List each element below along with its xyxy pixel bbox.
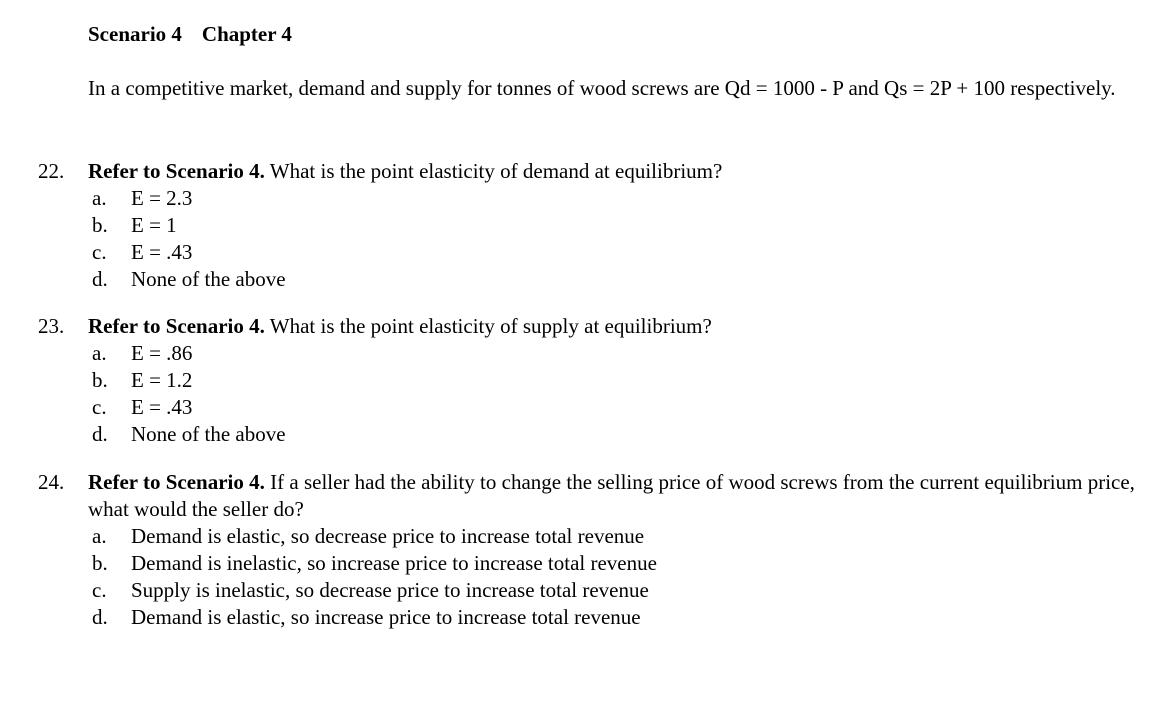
option-letter: a.	[92, 186, 107, 210]
answer-option-a[interactable]	[92, 523, 1138, 550]
option-letter: d.	[92, 267, 108, 291]
question-lead: Refer to Scenario 4.	[88, 470, 265, 494]
option-text: None of the above	[131, 422, 286, 446]
chapter-label: Chapter 4	[201, 22, 292, 46]
answer-option-a[interactable]	[92, 185, 1138, 212]
option-letter: c.	[92, 578, 107, 602]
answer-option-c[interactable]	[92, 577, 1138, 604]
answer-option-d[interactable]	[92, 266, 1138, 293]
question-number: 23.	[38, 314, 65, 338]
document-header	[88, 22, 292, 47]
question-stem	[38, 313, 1138, 340]
option-letter: c.	[92, 395, 107, 419]
question-text: What is the point elasticity of demand at equilibrium?	[264, 159, 723, 183]
option-text: Demand is elastic, so increase price to increase total revenue	[131, 605, 641, 629]
option-text: E = .43	[131, 395, 193, 419]
option-text: E = .43	[131, 240, 193, 264]
question-23	[38, 313, 1138, 448]
question-number: 22.	[38, 159, 65, 183]
option-letter: c.	[92, 240, 107, 264]
option-letter: b.	[92, 551, 108, 575]
question-number: 24.	[38, 470, 65, 494]
option-letter: d.	[92, 422, 108, 446]
option-text: Supply is inelastic, so decrease price to increase total revenue	[131, 578, 649, 602]
scenario-text: In a competitive market, demand and supply for tonnes of wood screws are Qd = 1000 - P and Qs = 2P + 100 respectively.	[88, 76, 1116, 100]
question-24	[38, 469, 1138, 631]
option-letter: a.	[92, 524, 107, 548]
option-text: Demand is inelastic, so increase price to increase total revenue	[131, 551, 657, 575]
answer-option-c[interactable]	[92, 239, 1138, 266]
answer-option-b[interactable]	[92, 212, 1138, 239]
option-text: Demand is elastic, so decrease price to increase total revenue	[131, 524, 645, 548]
answer-option-d[interactable]	[92, 604, 1138, 631]
question-text: If a seller had the ability to change the selling price of wood screws from the current equilibrium price, what would the seller do?	[88, 470, 1135, 521]
option-text: None of the above	[131, 267, 286, 291]
answer-options	[92, 523, 1138, 631]
option-text: E = 1.2	[131, 368, 193, 392]
answer-options	[92, 340, 1138, 448]
answer-option-a[interactable]	[92, 340, 1138, 367]
question-lead: Refer to Scenario 4.	[88, 314, 265, 338]
question-stem	[38, 158, 1138, 185]
answer-option-c[interactable]	[92, 394, 1138, 421]
answer-options	[92, 185, 1138, 293]
question-lead: Refer to Scenario 4.	[88, 159, 265, 183]
option-letter: b.	[92, 213, 108, 237]
option-text: E = .86	[131, 341, 193, 365]
answer-option-b[interactable]	[92, 550, 1138, 577]
option-letter: b.	[92, 368, 108, 392]
answer-option-d[interactable]	[92, 421, 1138, 448]
option-text: E = 2.3	[131, 186, 193, 210]
option-letter: d.	[92, 605, 108, 629]
question-stem	[38, 469, 1138, 523]
scenario-label: Scenario 4	[88, 22, 182, 46]
option-text: E = 1	[131, 213, 177, 237]
question-text: What is the point elasticity of supply at equilibrium?	[264, 314, 712, 338]
question-22	[38, 158, 1138, 293]
answer-option-b[interactable]	[92, 367, 1138, 394]
option-letter: a.	[92, 341, 107, 365]
